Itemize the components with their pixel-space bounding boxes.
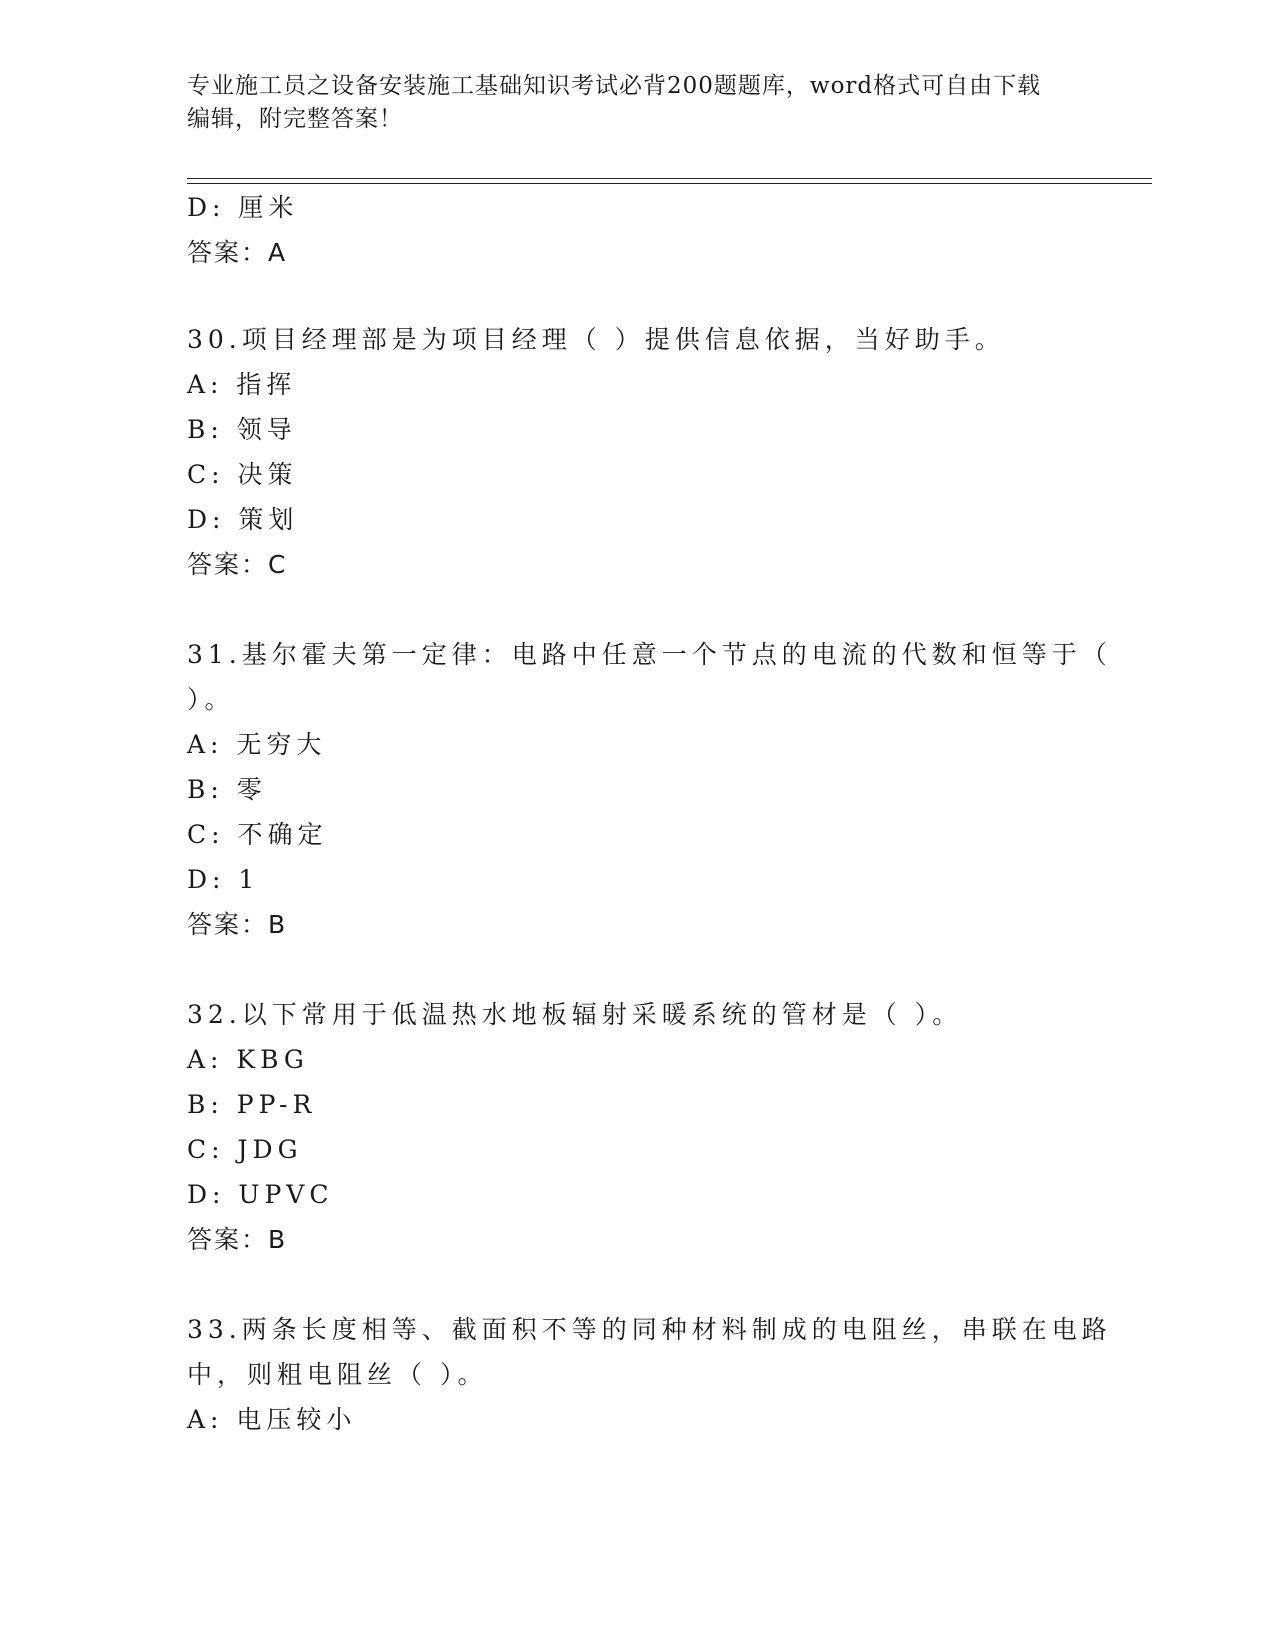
question-31-option-a: A: 无穷大: [187, 730, 327, 759]
question-32-stem: 32.以下常用于低温热水地板辐射采暖系统的管材是（ ）。: [187, 1000, 963, 1029]
question-30-option-b: B: 领导: [187, 415, 297, 444]
question-30-option-d: D: 策划: [187, 505, 299, 534]
question-32-option-a: A: KBG: [187, 1045, 309, 1074]
header-rule-bottom: [187, 183, 1152, 184]
question-30-answer: 答案：C: [187, 550, 288, 579]
question-32-option-d: D: UPVC: [187, 1180, 334, 1209]
document-header: [187, 70, 1067, 136]
question-31-answer: 答案：B: [187, 910, 288, 939]
prev-question-answer: 答案：A: [187, 238, 288, 267]
question-31-option-d: D: 1: [187, 865, 260, 894]
question-33-stem-line-1: 33.两条长度相等、截面积不等的同种材料制成的电阻丝，串联在电路: [187, 1315, 1112, 1344]
question-30-option-a: A: 指挥: [187, 370, 297, 399]
question-31-stem-line-1: 31.基尔霍夫第一定律：电路中任意一个节点的电流的代数和恒等于（: [187, 640, 1112, 669]
header-title-line-1: 专业施工员之设备安装施工基础知识考试必背200题题库，word格式可自由下载: [187, 73, 1042, 99]
question-33-option-a: A: 电压较小: [187, 1405, 357, 1434]
question-33-stem-line-2: 中，则粗电阻丝（ ）。: [187, 1360, 488, 1389]
question-30-option-c: C: 决策: [187, 460, 298, 489]
header-rule-top: [187, 178, 1152, 179]
question-32-answer: 答案：B: [187, 1225, 288, 1254]
question-31-option-c: C: 不确定: [187, 820, 328, 849]
question-32-option-c: C: JDG: [187, 1135, 303, 1164]
header-title-line-2: 编辑，附完整答案！: [187, 106, 403, 132]
question-31-option-b: B: 零: [187, 775, 267, 804]
question-31-stem-line-2: ）。: [187, 685, 235, 714]
prev-question-option-d: D: 厘米: [187, 193, 299, 222]
question-32-option-b: B: PP-R: [187, 1090, 317, 1119]
question-30-stem: 30.项目经理部是为项目经理（ ）提供信息依据，当好助手。: [187, 325, 1005, 354]
